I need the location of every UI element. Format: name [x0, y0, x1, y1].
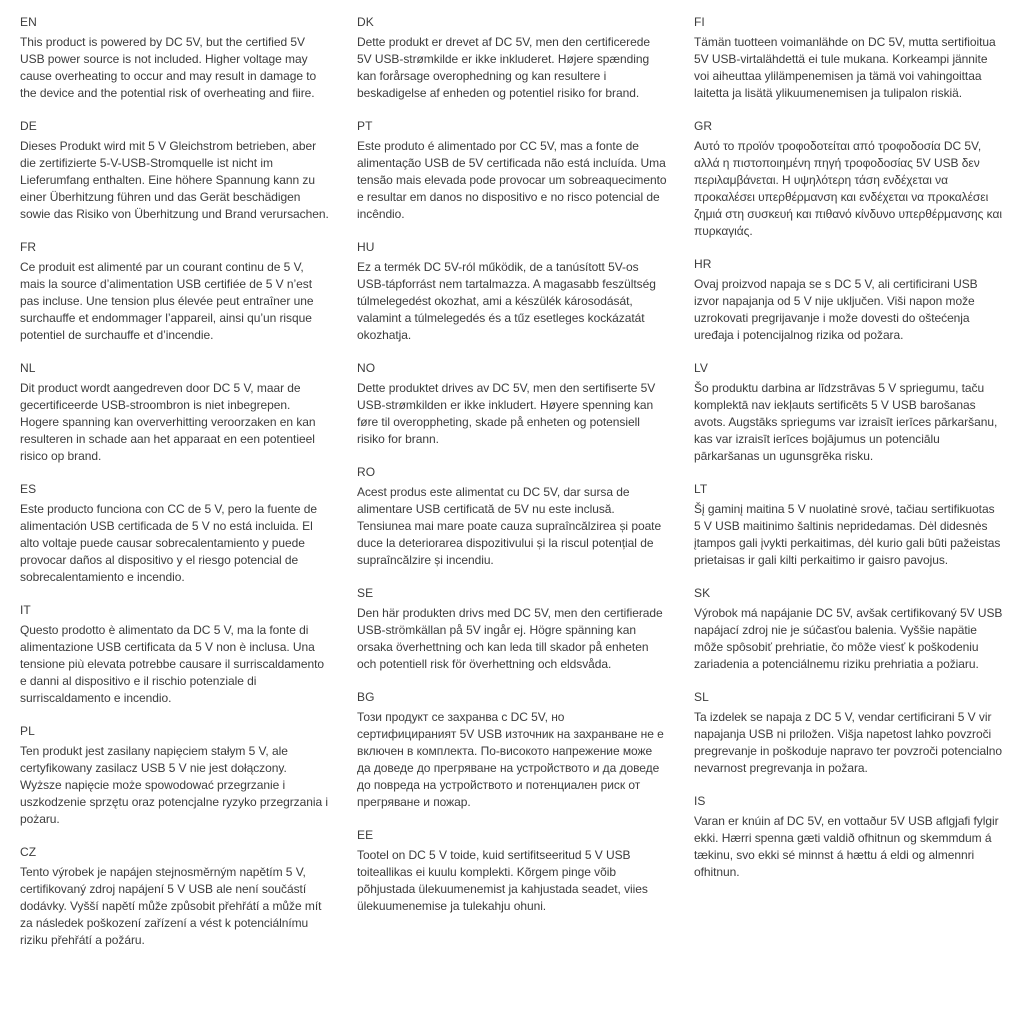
warning-text-de: Dieses Produkt wird mit 5 V Gleichstrom betrieben, aber die zertifizierte 5-V-USB-Stromquelle ist nicht im Lieferumfang enthalten. Eine höhere Spannung kann zu einer Überhitzung führen und das Gerät beschädigen sowie das Risiko von Überhitzung und Brand verursachen. — [20, 139, 329, 221]
lang-entry-se — [357, 585, 667, 673]
lang-code-cz: CZ — [20, 845, 37, 859]
lang-entry-ro — [357, 464, 667, 569]
lang-code-de: DE — [20, 119, 37, 133]
warning-text-pt: Este produto é alimentado por CC 5V, mas a fonte de alimentação USB de 5V certificada não está incluída. Uma tensão mais elevada pode provocar um sobreaquecimento e resultar em danos no dispositivo e no risco potencial de incêndio. — [357, 139, 667, 221]
warning-text-pl: Ten produkt jest zasilany napięciem stałym 5 V, ale certyfikowany zasilacz USB 5 V nie jest dołączony. Wyższe napięcie może spowodować przegrzanie i uszkodzenie sprzętu oraz potencjalne ryzyko przegrzania i pożaru. — [20, 744, 328, 826]
lang-code-lt: LT — [694, 482, 708, 496]
lang-entry-nl — [20, 360, 330, 465]
lang-entry-de — [20, 118, 330, 223]
lang-code-sl: SL — [694, 690, 709, 704]
lang-entry-sl — [694, 689, 1004, 777]
warning-text-no: Dette produktet drives av DC 5V, men den sertifiserte 5V USB-strømkilden er ikke inkludert. Høyere spenning kan føre til overoppheting, skade på enheten og potensiell risiko for brann. — [357, 381, 656, 446]
lang-code-lv: LV — [694, 361, 708, 375]
warning-text-it: Questo prodotto è alimentato da DC 5 V, ma la fonte di alimentazione USB certificata da 5 V non è inclusa. Una tensione più elevata potrebbe causare il surriscaldamento e danni al dispositivo e il rischio potenziale di surriscaldamento e incendio. — [20, 623, 325, 705]
warning-text-dk: Dette produkt er drevet af DC 5V, men den certificerede 5V USB-strømkilde er ikke inkluderet. Højere spænding kan forårsage overophedning og kan resultere i beskadigelse af enheden og potentiel risiko for brand. — [357, 35, 650, 100]
warning-text-is: Varan er knúin af DC 5V, en vottaður 5V USB aflgjafi fylgir ekki. Hærri spenna gæti valdið ofhitnun og skemmdum á tækinu, svo ekki sé minnst á hættu á eldi og almennri ofhitnun. — [694, 814, 999, 879]
lang-code-es: ES — [20, 482, 37, 496]
lang-code-dk: DK — [357, 15, 374, 29]
lang-entry-it — [20, 602, 330, 707]
column-1 — [20, 14, 330, 965]
lang-code-pt: PT — [357, 119, 373, 133]
lang-entry-pt — [357, 118, 667, 223]
lang-entry-gr — [694, 118, 1004, 240]
lang-entry-no — [357, 360, 667, 448]
warning-text-nl: Dit product wordt aangedreven door DC 5 V, maar de gecertificeerde USB-stroombron is niet inbegrepen. Hogere spanning kan oververhitting veroorzaken en kan resulteren in schade aan het apparaat en een potentieel risico op brand. — [20, 381, 316, 463]
warning-text-ro: Acest produs este alimentat cu DC 5V, dar sursa de alimentare USB certificată de 5V nu este inclusă. Tensiunea mai mare poate cauza supraîncălzirea și poate duce la deteriorarea dispozitivului și la riscul potențial de supraîncălzire și incendiu. — [357, 485, 662, 567]
lang-entry-en — [20, 14, 330, 102]
warning-text-en: This product is powered by DC 5V, but the certified 5V USB power source is not included. Higher voltage may cause overheating to occur and may result in damage to the device and the potential risk of overheating and fiire. — [20, 35, 317, 100]
column-2 — [357, 14, 667, 965]
lang-entry-lv — [694, 360, 1004, 465]
lang-entry-hr — [694, 256, 1004, 344]
lang-code-gr: GR — [694, 119, 713, 133]
warning-text-hr: Ovaj proizvod napaja se s DC 5 V, ali certificirani USB izvor napajanja od 5 V nije uključen. Viši napon može uzrokovati pregrijavanje i može dovesti do oštećenja uređaja i potencijalnog rizika od požara. — [694, 277, 978, 342]
warning-text-bg: Този продукт се захранва с DC 5V, но сертифицираният 5V USB източник на захранване не е включен в комплекта. По-високото напрежение може да доведе до прегряване на устройството и да доведе до повреда на устройството и потенциален риск от прегряване и пожар. — [357, 710, 664, 809]
lang-code-fi: FI — [694, 15, 705, 29]
lang-code-sk: SK — [694, 586, 711, 600]
warning-text-fr: Ce produit est alimenté par un courant continu de 5 V, mais la source d’alimentation USB certifiée de 5 V n’est pas incluse. Une tension plus élevée peut entraîner une surchauffe et endommager l’appareil, ainsi qu’un risque potentiel de surchauffe et d’incendie. — [20, 260, 314, 342]
column-3 — [694, 14, 1004, 965]
lang-code-no: NO — [357, 361, 376, 375]
warning-text-es: Este producto funciona con CC de 5 V, pero la fuente de alimentación USB certificada de 5 V no está incluida. El alto voltaje puede causar sobrecalentamiento y puede provocar daños al dispositivo y el riesgo potencial de sobrecalentamiento e incendio. — [20, 502, 318, 584]
lang-entry-fi — [694, 14, 1004, 102]
warning-text-ee: Tootel on DC 5 V toide, kuid sertifitseeritud 5 V USB toiteallikas ei kuulu komplekti. Kõrgem pinge võib põhjustada ülekuumenemist ja kahjustada seadet, viies ülekuumenemise ja tulekahju ohuni. — [357, 848, 648, 913]
lang-code-fr: FR — [20, 240, 37, 254]
lang-code-hu: HU — [357, 240, 375, 254]
lang-entry-pl — [20, 723, 330, 828]
lang-code-en: EN — [20, 15, 37, 29]
lang-entry-hu — [357, 239, 667, 344]
lang-code-se: SE — [357, 586, 374, 600]
lang-entry-dk — [357, 14, 667, 102]
warning-text-sk: Výrobok má napájanie DC 5V, avšak certifikovaný 5V USB napájací zdroj nie je súčasťou balenia. Vyššie napätie môže spôsobiť prehriatie, čo môže viesť k poškodeniu zariadenia a potenciálnemu riziku prehriatia a požiaru. — [694, 606, 1003, 671]
lang-entry-lt — [694, 481, 1004, 569]
lang-entry-sk — [694, 585, 1004, 673]
lang-code-ro: RO — [357, 465, 376, 479]
lang-entry-fr — [20, 239, 330, 344]
lang-code-it: IT — [20, 603, 31, 617]
lang-code-nl: NL — [20, 361, 36, 375]
warning-text-hu: Ez a termék DC 5V-ról működik, de a tanúsított 5V-os USB-tápforrást nem tartalmazza. A magasabb feszültség túlmelegedést okozhat, ami a készülék károsodását, valamint a túlmelegedés és a tűz esetleges kockázatát okozhatja. — [357, 260, 656, 342]
lang-entry-es — [20, 481, 330, 586]
lang-code-hr: HR — [694, 257, 712, 271]
warning-text-lt: Šį gaminį maitina 5 V nuolatinė srovė, tačiau sertifikuotas 5 V USB maitinimo šaltinis nepridedamas. Dėl didesnės įtampos gali įvykti perkaitimas, dėl kurio gali būti pažeistas prietaisas ir gali kilti perkaitimo ir gaisro pavojus. — [694, 502, 1001, 567]
lang-code-ee: EE — [357, 828, 374, 842]
warning-text-se: Den här produkten drivs med DC 5V, men den certifierade USB-strömkällan på 5V ingår ej. Högre spänning kan orsaka överhettning och kan leda till skador på enheten och potentiell risk för överhettning och eldsvåda. — [357, 606, 663, 671]
lang-code-is: IS — [694, 794, 706, 808]
warning-text-fi: Tämän tuotteen voimanlähde on DC 5V, mutta sertifioitua 5V USB-virtalähdettä ei tule mukana. Korkeampi jännite voi aiheuttaa ylilämpenemisen ja tämä voi vahingoittaa laitetta ja lisätä ylikuumenemisen ja tulipalon riskiä. — [694, 35, 996, 100]
lang-entry-bg — [357, 689, 667, 811]
lang-code-pl: PL — [20, 724, 35, 738]
lang-code-bg: BG — [357, 690, 375, 704]
warning-text-cz: Tento výrobek je napájen stejnosměrným napětím 5 V, certifikovaný zdroj napájení 5 V USB ale není součástí dodávky. Vyšší napětí může způsobit přehřátí a může mít za následek poškození zařízení a vést k potenciálnímu riziku přehřátí a požáru. — [20, 865, 322, 947]
warning-text-gr: Αυτό το προϊόν τροφοδοτείται από τροφοδοσία DC 5V, αλλά η πιστοποιημένη πηγή τροφοδοσίας 5V USB δεν περιλαμβάνεται. Η υψηλότερη τάση ενδέχεται να προκαλέσει υπερθέρμανση και ενδέχεται να προκαλέσει ζημιά στη συσκευή και πιθανό κίνδυνο υπερθέρμανσης και πυρκαγιάς. — [694, 139, 1002, 238]
lang-entry-cz — [20, 844, 330, 949]
warning-text-lv: Šo produktu darbina ar līdzstrāvas 5 V spriegumu, taču komplektā nav iekļauts sertificēts 5 V USB barošanas avots. Augstāks spriegums var izraisīt ierīces pārkaršanu, kas var izraisīt ierīces bojājumus un potenciālu pārkaršanas un ugunsgrēka risku. — [694, 381, 998, 463]
lang-entry-ee — [357, 827, 667, 915]
lang-entry-is — [694, 793, 1004, 881]
warning-text-sl: Ta izdelek se napaja z DC 5 V, vendar certificirani 5 V vir napajanja USB ni priložen. Višja napetost lahko povzroči pregrevanje in poškoduje napravo ter povzroči potencialno nevarnost pregrevanja in požara. — [694, 710, 1003, 775]
